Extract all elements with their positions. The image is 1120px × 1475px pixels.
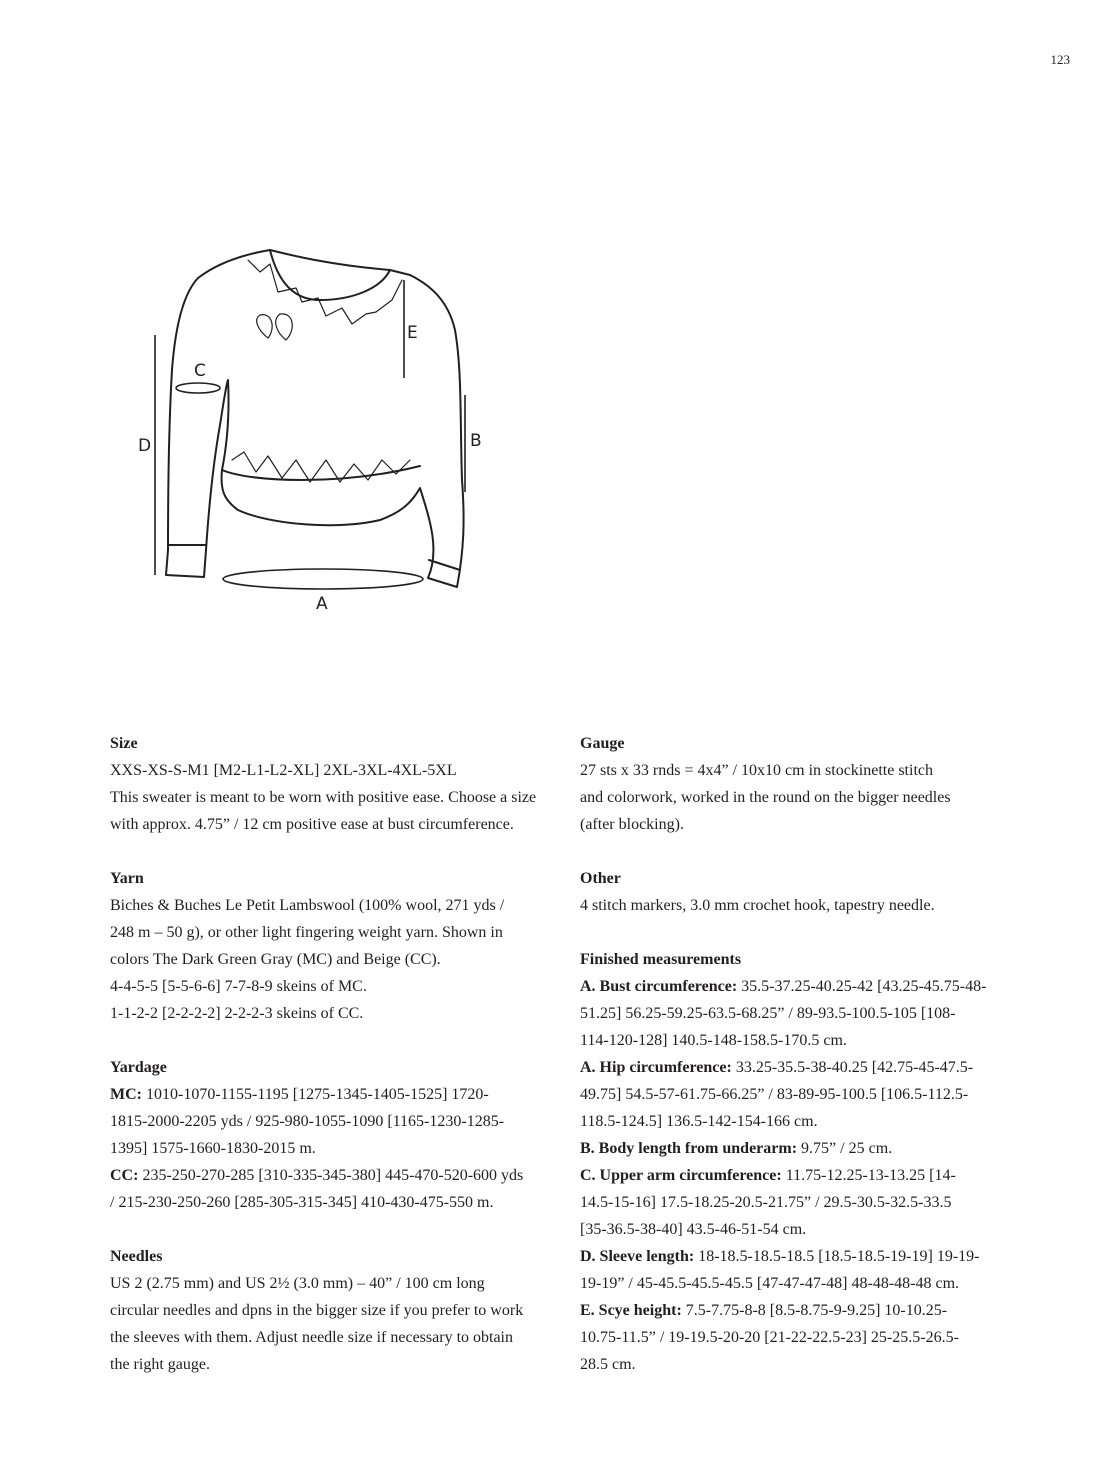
yarn-section <box>110 865 550 1027</box>
label-b: B <box>470 431 482 451</box>
measurement-value: 33.25-35.5-38-40.25 [42.75-45-47.5- <box>731 1059 974 1076</box>
size-section <box>110 730 550 838</box>
measurement-line <box>580 973 1020 1000</box>
measurement-line <box>580 1297 1020 1324</box>
other-section <box>580 865 1020 919</box>
yardage-mc-line: 1395] 1575-1660-1830-2015 m. <box>110 1140 316 1157</box>
measurement-line: 118.5-124.5] 136.5-142-154-166 cm. <box>580 1113 818 1130</box>
measurement-line: [35-36.5-38-40] 43.5-46-51-54 cm. <box>580 1221 807 1238</box>
leaf-motif-right <box>276 314 293 340</box>
measurement-value: 35.5-37.25-40.25-42 [43.25-45.75-48- <box>737 978 987 995</box>
needles-title: Needles <box>110 1248 163 1265</box>
measurement-value: 9.75” / 25 cm. <box>797 1140 893 1157</box>
measurement-line <box>580 1054 1020 1081</box>
needles-line: the right gauge. <box>110 1356 210 1373</box>
mc-label: MC: <box>110 1086 142 1103</box>
yarn-line: 1-1-2-2 [2-2-2-2] 2-2-2-3 skeins of CC. <box>110 1005 364 1022</box>
yarn-title: Yarn <box>110 870 144 887</box>
yarn-line: 248 m – 50 g), or other light fingering weight yarn. Shown in <box>110 924 503 941</box>
measurement-label: A. Bust circumference: <box>580 978 738 995</box>
measure-ring-a <box>223 569 423 589</box>
cc-value: 235-250-270-285 [310-335-345-380] 445-470-520-600 yds <box>138 1167 524 1184</box>
gauge-line: 27 sts x 33 rnds = 4x4” / 10x10 cm in stockinette stitch <box>580 762 933 779</box>
needles-section <box>110 1243 550 1378</box>
other-title: Other <box>580 870 621 887</box>
yardage-section <box>110 1054 550 1216</box>
needles-line: US 2 (2.75 mm) and US 2½ (3.0 mm) – 40” / 100 cm long <box>110 1275 485 1292</box>
size-line: with approx. 4.75” / 12 cm positive ease at bust circumference. <box>110 816 514 833</box>
measure-ring-c <box>176 383 220 393</box>
page-number: 123 <box>1050 52 1070 67</box>
measurement-line: 114-120-128] 140.5-148-158.5-170.5 cm. <box>580 1032 847 1049</box>
yardage-mc-line: 1815-2000-2205 yds / 925-980-1055-1090 [1165-1230-1285- <box>110 1113 505 1130</box>
measurement-line: 28.5 cm. <box>580 1356 636 1373</box>
label-e: E <box>407 323 418 343</box>
label-c: C <box>194 361 206 381</box>
yarn-line: Biches & Buches Le Petit Lambswool (100% wool, 271 yds / <box>110 897 505 914</box>
size-title: Size <box>110 735 138 752</box>
measurement-value: 7.5-7.75-8-8 [8.5-8.75-9-9.25] 10-10.25- <box>681 1302 948 1319</box>
neckline <box>270 250 390 270</box>
right-column <box>580 730 1020 1405</box>
yardage-cc-line <box>110 1162 550 1189</box>
measurement-label: E. Scye height: <box>580 1302 682 1319</box>
label-d: D <box>138 436 152 456</box>
sweater-outline <box>166 250 464 587</box>
measurement-line: 10.75-11.5” / 19-19.5-20-20 [21-22-22.5-23] 25-25.5-26.5- <box>580 1329 959 1346</box>
label-a: A <box>316 594 328 614</box>
measurement-line <box>580 1243 1020 1270</box>
measurement-line <box>580 1135 1020 1162</box>
sweater-schematic <box>120 220 520 620</box>
leaf-motif-left <box>257 315 272 338</box>
measurement-label: C. Upper arm circumference: <box>580 1167 782 1184</box>
yardage-title: Yardage <box>110 1059 167 1076</box>
finished-measurements-section <box>580 946 1020 1378</box>
measurement-line: 49.75] 54.5-57-61.75-66.25” / 83-89-95-100.5 [106.5-112.5- <box>580 1086 969 1103</box>
measurement-line: 19-19” / 45-45.5-45.5-45.5 [47-47-47-48] 48-48-48-48 cm. <box>580 1275 960 1292</box>
size-line: This sweater is meant to be worn with positive ease. Choose a size <box>110 789 537 806</box>
measurement-line: 14.5-15-16] 17.5-18.25-20.5-21.75” / 29.5-30.5-32.5-33.5 <box>580 1194 952 1211</box>
size-line: XXS-XS-S-M1 [M2-L1-L2-XL] 2XL-3XL-4XL-5XL <box>110 762 457 779</box>
measurement-value: 18-18.5-18.5-18.5 [18.5-18.5-19-19] 19-19- <box>694 1248 980 1265</box>
left-column <box>110 730 550 1405</box>
measurement-label: A. Hip circumference: <box>580 1059 732 1076</box>
finished-measurements-title: Finished measurements <box>580 951 742 968</box>
yardage-cc-line: / 215-230-250-260 [285-305-315-345] 410-430-475-550 m. <box>110 1194 494 1211</box>
cc-label: CC: <box>110 1167 139 1184</box>
measurement-value: 11.75-12.25-13-13.25 [14- <box>781 1167 956 1184</box>
needles-line: circular needles and dpns in the bigger size if you prefer to work <box>110 1302 524 1319</box>
mc-value: 1010-1070-1155-1195 [1275-1345-1405-1525] 1720- <box>141 1086 489 1103</box>
yarn-line: colors The Dark Green Gray (MC) and Beige (CC). <box>110 951 441 968</box>
yarn-line: 4-4-5-5 [5-5-6-6] 7-7-8-9 skeins of MC. <box>110 978 367 995</box>
measurement-label: B. Body length from underarm: <box>580 1140 798 1157</box>
needles-line: the sleeves with them. Adjust needle size if necessary to obtain <box>110 1329 513 1346</box>
gauge-title: Gauge <box>580 735 625 752</box>
measurement-label: D. Sleeve length: <box>580 1248 695 1265</box>
gauge-section <box>580 730 1020 838</box>
gauge-line: and colorwork, worked in the round on the bigger needles <box>580 789 951 806</box>
yardage-mc-line <box>110 1081 550 1108</box>
measurement-line <box>580 1162 1020 1189</box>
right-cuff <box>429 560 460 570</box>
other-line: 4 stitch markers, 3.0 mm crochet hook, tapestry needle. <box>580 897 935 914</box>
measurement-line: 51.25] 56.25-59.25-63.5-68.25” / 89-93.5-100.5-105 [108- <box>580 1005 956 1022</box>
gauge-line: (after blocking). <box>580 816 684 833</box>
